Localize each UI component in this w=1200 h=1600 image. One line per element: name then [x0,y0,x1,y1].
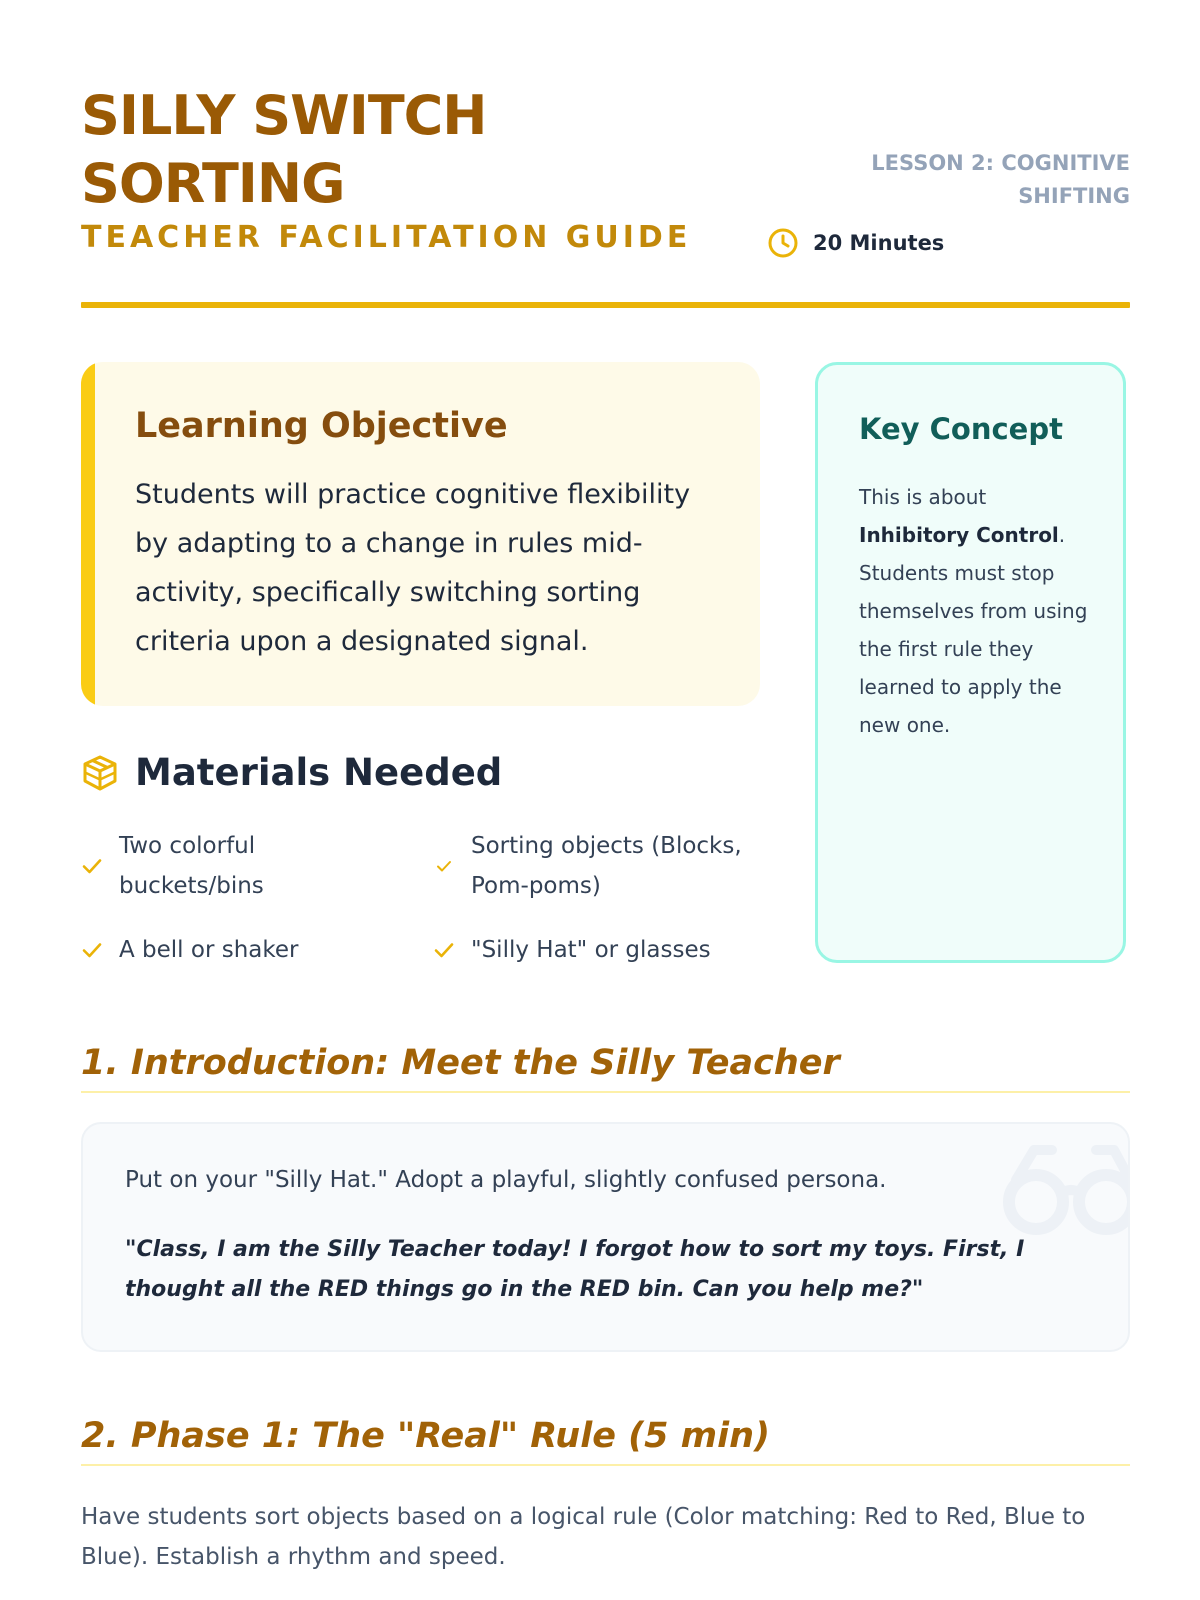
page-subtitle: TEACHER FACILITATION GUIDE [81,220,692,255]
material-item [433,930,773,970]
duration-text: 20 Minutes [813,231,945,255]
material-label: "Silly Hat" or glasses [471,937,711,963]
material-label: A bell or shaker [119,937,299,963]
materials-title: Materials Needed [135,751,503,794]
phase-1-instructions: Have students sort objects based on a logical rule (Color matching: Red to Red, Blue to Blue). Establish a rhythm and speed. [81,1504,1086,1570]
section-divider [81,1464,1130,1466]
teacher-script-card [81,1122,1130,1352]
header-divider [81,302,1130,308]
check-icon [433,939,455,961]
check-icon [433,855,455,877]
material-item [81,826,371,906]
key-concept-text-end: . Students must stop themselves from using the first rule they learned to apply the new one. [859,523,1088,737]
material-item [433,826,773,906]
section-title-introduction: 1. Introduction: Meet the Silly Teacher [81,1043,840,1083]
section-title-phase-1: 2. Phase 1: The "Real" Rule (5 min) [81,1416,771,1456]
clock-icon [767,227,799,259]
section-divider [81,1091,1130,1093]
duration-badge [767,226,944,260]
key-concept-emphasis: Inhibitory Control [859,523,1059,547]
material-label: Sorting objects (Blocks, Pom-poms) [471,833,742,899]
page-title: SILLY SWITCH SORTING [81,84,487,215]
facilitation-guide-page [81,0,1130,1600]
material-item [81,930,401,970]
script-instruction: Put on your "Silly Hat." Adopt a playful, slightly confused persona. [125,1167,887,1193]
check-icon [81,855,103,877]
learning-objective-card [81,362,760,706]
key-concept-text-start: This is about [859,485,987,509]
material-label: Two colorful buckets/bins [119,833,264,899]
learning-objective-title: Learning Objective [135,406,508,446]
key-concept-text [859,478,1094,744]
box-icon [81,754,119,792]
page-header [81,80,1130,310]
learning-objective-text: Students will practice cognitive flexibility by adapting to a change in rules mid-activity, specifically switching sorting criteria upon a designated signal. [135,479,691,657]
script-quote: "Class, I am the Silly Teacher today! I forgot how to sort my toys. First, I thought all the RED things go in the RED bin. Can you help me?" [125,1237,1025,1302]
glasses-icon [994,1142,1130,1242]
key-concept-title: Key Concept [859,412,1063,446]
lesson-label: LESSON 2: COGNITIVE SHIFTING [871,151,1130,208]
key-concept-card [815,362,1126,963]
check-icon [81,939,103,961]
materials-heading [81,748,502,798]
